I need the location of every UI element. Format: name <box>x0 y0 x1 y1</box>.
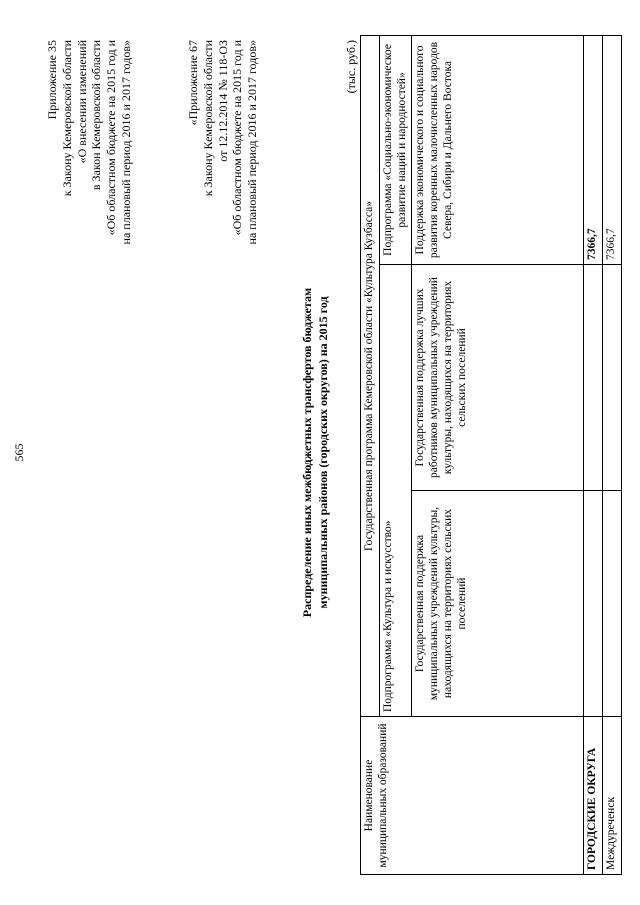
page-number: 565 <box>12 443 26 462</box>
row-value-cell <box>584 491 603 717</box>
row-value-cell: 7366,7 <box>584 35 603 264</box>
appendix-old-line: от 12.12.2014 № 118-ОЗ <box>215 40 230 162</box>
row-value-cell: 7366,7 <box>603 35 622 264</box>
row-name-cell: ГОРОДСКИЕ ОКРУГА <box>584 717 603 875</box>
col-support-peoples-header: Поддержка экономического и социального развития коренных малочисленных народов Севера, Сибири и Дальнего Востока <box>412 35 584 264</box>
appendix-old-line: к Закону Кемеровской области <box>200 40 215 197</box>
appendix-new-line: Приложение 35 <box>45 40 59 120</box>
row-value-cell <box>603 265 622 491</box>
transfers-table <box>360 35 622 875</box>
appendix-new-line: к Закону Кемеровской области <box>59 40 74 197</box>
subprogram-culture-header: Подпрограмма «Культура и искусство» <box>379 265 412 717</box>
table-row <box>584 35 603 874</box>
row-value-cell <box>584 265 603 491</box>
program-header: Государственная программа Кемеровской области «Культура Кузбасса» <box>361 35 380 716</box>
col-support-workers-header: Государственная поддержка лучших работников муниципальных учреждений культуры, находящихся на территориях сельских поселений <box>412 265 584 491</box>
unit-label: (тыс. руб.) <box>344 40 358 94</box>
appendix-new-line: на плановый период 2016 и 2017 годов» <box>118 40 133 245</box>
row-name-cell: Междуреченск <box>603 717 622 875</box>
col-support-institutions-header: Государственная поддержка муниципальных учреждений культуры, находящихся на территориях сельских поселений <box>412 491 584 717</box>
table-row <box>603 35 622 874</box>
appendix-new-line: в Закон Кемеровской области <box>89 40 104 191</box>
document-title <box>299 160 331 745</box>
appendix-old-line: на плановый период 2016 и 2017 годов» <box>245 40 260 245</box>
subprogram-social-header: Подпрограмма «Социально-экономическое развитие наций и народностей» <box>379 35 412 264</box>
appendix-new-line: «Об областном бюджете на 2015 год и <box>104 40 119 236</box>
appendix-new-block <box>45 40 134 244</box>
appendix-old-line: «Об областном бюджете на 2015 год и <box>230 40 245 236</box>
header-name-cell: Наименование муниципальных образований <box>361 717 584 875</box>
appendix-old-block <box>186 40 260 244</box>
title-line: муниципальных районов (городских округов) на 2015 год <box>316 296 330 609</box>
title-line: Распределение иных межбюджетных трансфертов бюджетам <box>300 287 314 618</box>
row-value-cell <box>603 491 622 717</box>
header-row-program <box>361 35 380 874</box>
appendix-old-line: «Приложение 67 <box>186 40 200 126</box>
appendix-new-line: «О внесении изменений <box>74 40 89 164</box>
